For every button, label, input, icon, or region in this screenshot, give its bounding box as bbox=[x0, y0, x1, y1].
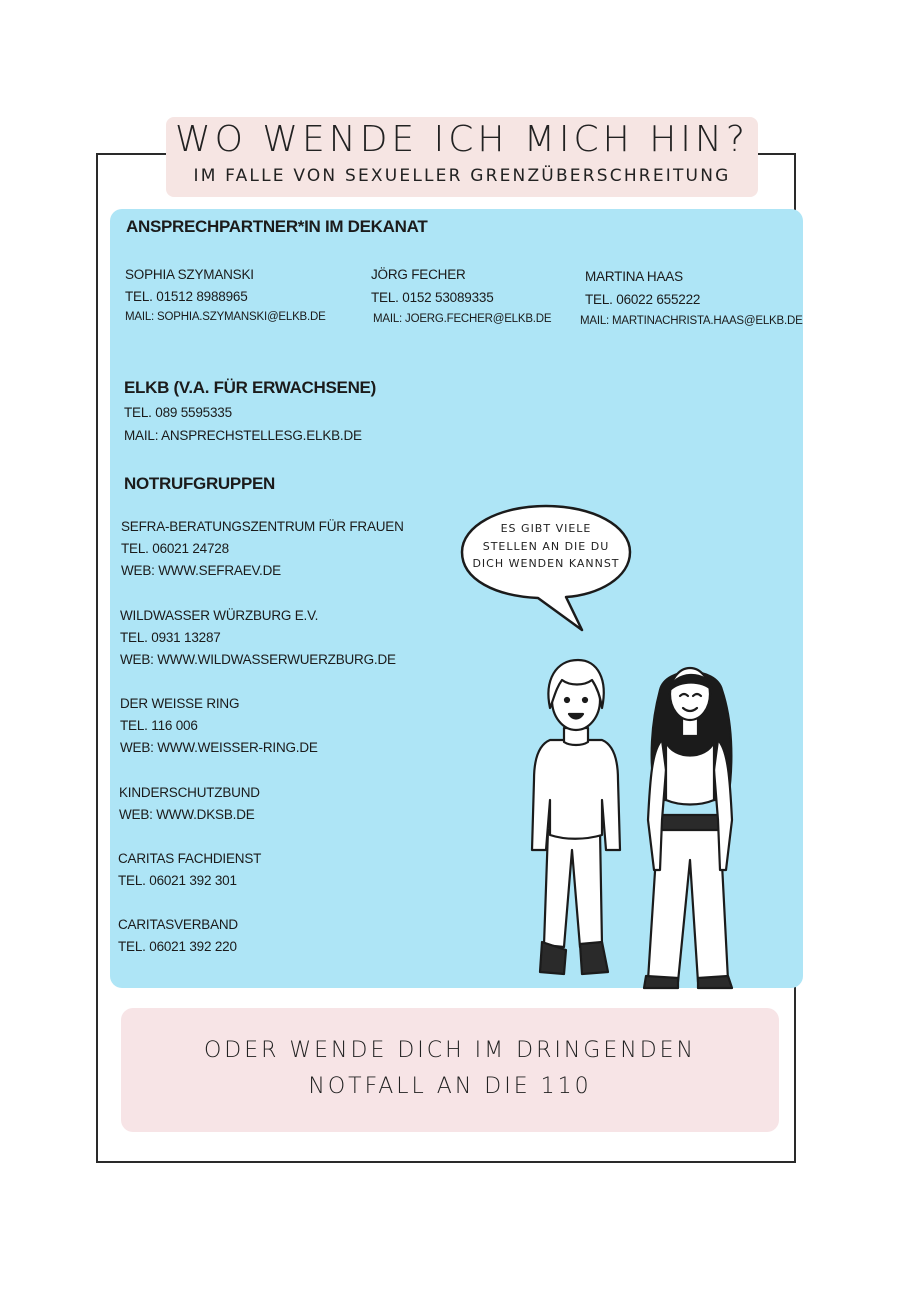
emergency-line-1: ODER WENDE DICH IM DRINGENDEN bbox=[203, 1038, 697, 1063]
elkb-mail: MAIL: ANSPRECHSTELLESG.ELKB.DE bbox=[124, 428, 362, 443]
group-line: TEL. 06021 24728 bbox=[121, 541, 229, 556]
group-name: KINDERSCHUTZBUND bbox=[119, 785, 260, 800]
dekanat-heading: ANSPRECHPARTNER*IN IM DEKANAT bbox=[126, 217, 428, 236]
group-name: WILDWASSER WÜRZBURG E.V. bbox=[120, 608, 319, 623]
group-line: TEL. 0931 13287 bbox=[120, 630, 221, 645]
group-line: TEL. 06021 392 220 bbox=[118, 939, 237, 954]
page-subtitle: IM FALLE VON SEXUELLER GRENZÜBERSCHREITUNG bbox=[193, 166, 731, 186]
emergency-box bbox=[121, 1008, 779, 1132]
contact-mail: MAIL: JOERG.FECHER@ELKB.DE bbox=[373, 313, 552, 325]
group-name: CARITAS FACHDIENST bbox=[118, 851, 262, 866]
page-title: WO WENDE ICH MICH HIN? bbox=[175, 119, 749, 160]
group-name: CARITASVERBAND bbox=[118, 917, 238, 932]
person-right-figure bbox=[644, 668, 732, 988]
group-line: WEB: WWW.SEFRAEV.DE bbox=[121, 563, 281, 578]
contact-name: MARTINA HAAS bbox=[585, 269, 683, 284]
elkb-tel: TEL. 089 5595335 bbox=[124, 405, 232, 420]
group-line: WEB: WWW.DKSB.DE bbox=[119, 807, 255, 822]
group-name: SEFRA-BERATUNGSZENTRUM FÜR FRAUEN bbox=[121, 519, 404, 534]
speech-line: STELLEN AN DIE DU bbox=[482, 539, 610, 553]
speech-line: DICH WENDEN KANNST bbox=[472, 557, 620, 570]
people-illustration bbox=[520, 650, 740, 995]
contact-tel: TEL. 01512 8988965 bbox=[125, 289, 248, 304]
notruf-heading: NOTRUFGRUPPEN bbox=[124, 474, 275, 493]
person-left-figure bbox=[532, 660, 620, 974]
group-name: DER WEISSE RING bbox=[120, 696, 240, 711]
contact-name: SOPHIA SZYMANSKI bbox=[125, 267, 254, 282]
contact-mail: MAIL: SOPHIA.SZYMANSKI@ELKB.DE bbox=[125, 311, 326, 323]
group-line: WEB: WWW.WILDWASSERWUERZBURG.DE bbox=[120, 652, 396, 667]
group-line: TEL. 116 006 bbox=[120, 718, 198, 733]
speech-bubble-text bbox=[462, 520, 630, 573]
title-banner bbox=[166, 117, 758, 197]
group-line: TEL. 06021 392 301 bbox=[118, 873, 237, 888]
contact-tel: TEL. 0152 53089335 bbox=[371, 290, 494, 305]
speech-line: ES GIBT VIELE bbox=[500, 522, 592, 535]
contact-tel: TEL. 06022 655222 bbox=[585, 292, 701, 307]
contact-mail: MAIL: MARTINACHRISTA.HAAS@ELKB.DE bbox=[580, 315, 803, 327]
group-line: WEB: WWW.WEISSER-RING.DE bbox=[120, 740, 318, 755]
emergency-line-2: NOTFALL AN DIE 110 bbox=[308, 1074, 592, 1099]
elkb-heading: ELKB (V.A. FÜR ERWACHSENE) bbox=[124, 378, 376, 397]
contact-name: JÖRG FECHER bbox=[371, 267, 466, 282]
